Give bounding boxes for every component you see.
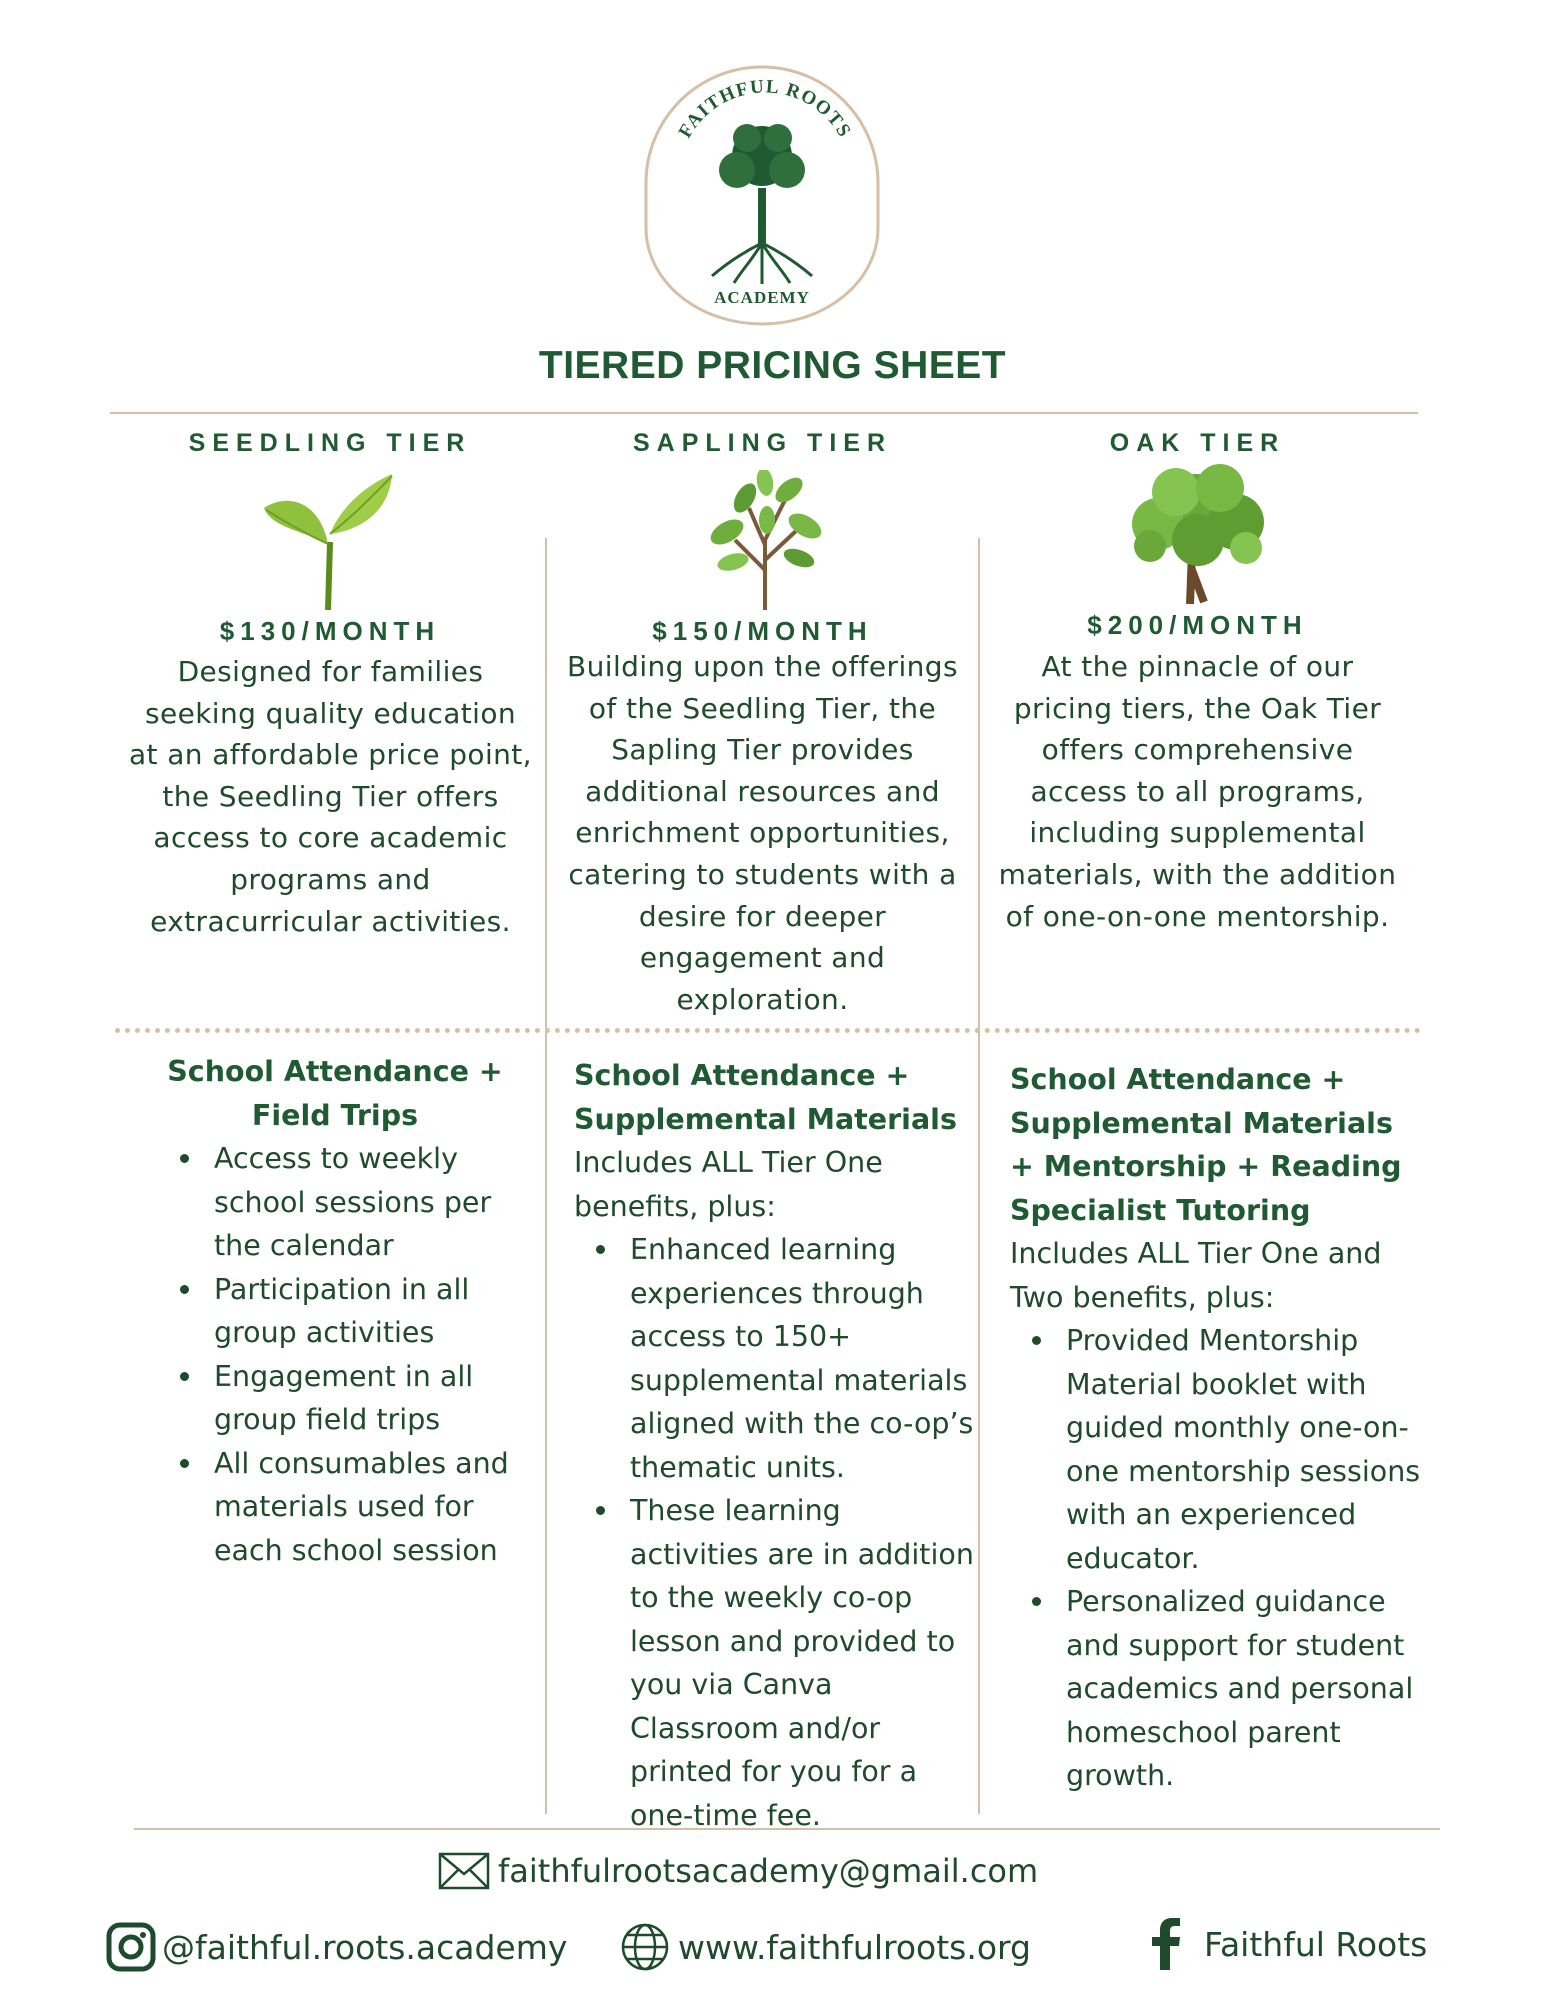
tier-description-oak: At the pinnacle of our pricing tiers, the Oak Tier offers comprehensive access to all programs, including supplemental materials, with the addition of one-on-one mentorship. — [998, 650, 1397, 933]
website-url: www.faithfulroots.org — [678, 1927, 1031, 1967]
column-divider-1 — [545, 538, 547, 1814]
tier-name-oak: OAK TIER — [1109, 429, 1286, 457]
tier-features-seedling — [140, 1050, 530, 1572]
page-title: TIERED PRICING SHEET — [538, 344, 1007, 387]
tier-name-seedling: SEEDLING TIER — [188, 429, 472, 457]
tier-price-seedling: $130/MONTH — [219, 616, 441, 646]
tier-description-sapling: Building upon the offerings of the Seedling Tier, the Sapling Tier provides additional resources and enrichment opportunities, catering to students with a desire for deeper engagement and exploration. — [567, 650, 958, 1016]
list-item: Engagement in all group field trips — [214, 1355, 530, 1442]
column-divider-2 — [978, 538, 980, 1814]
tier-features-oak — [1010, 1058, 1422, 1798]
tier-name-sapling: SAPLING TIER — [632, 429, 892, 457]
list-item: All consumables and materials used for each school session — [214, 1442, 530, 1573]
email-address: faithfulrootsacademy@gmail.com — [498, 1852, 1039, 1890]
tier-price-sapling: $150/MONTH — [652, 616, 873, 646]
features-title-seedling: School Attendance + Field Trips — [167, 1055, 503, 1132]
footer-website[interactable] — [620, 1922, 1031, 1972]
features-intro-oak: Includes ALL Tier One and Two benefits, plus: — [1010, 1237, 1382, 1314]
header-divider — [110, 412, 1418, 414]
tier-features-sapling — [574, 1054, 974, 1837]
tier-description-seedling: Designed for families seeking quality education at an affordable price point, the Seedling Tier offers access to core academic programs and extracurricular activities. — [129, 655, 532, 938]
list-item: Enhanced learning experiences through access to 150+ supplemental materials aligned with the co-op’s thematic units. — [630, 1228, 974, 1489]
list-item: Participation in all group activities — [214, 1268, 530, 1355]
list-item: Personalized guidance and support for student academics and personal homeschool parent growth. — [1066, 1580, 1422, 1798]
footer-facebook[interactable] — [1150, 1918, 1427, 1970]
facebook-page-name: Faithful Roots — [1204, 1924, 1428, 1964]
academy-logo — [642, 38, 882, 328]
list-item: Access to weekly school sessions per the calendar — [214, 1137, 530, 1268]
globe-icon — [620, 1922, 670, 1972]
features-list-sapling — [574, 1228, 974, 1837]
section-divider — [115, 1028, 1421, 1033]
instagram-handle: @faithful.roots.academy — [162, 1927, 568, 1967]
features-intro-sapling: Includes ALL Tier One benefits, plus: — [574, 1146, 883, 1223]
list-item: Provided Mentorship Material booklet with guided monthly one-on-one mentorship sessions with an experienced educator. — [1066, 1319, 1422, 1580]
features-title-oak: School Attendance + Supplemental Materials + Mentorship + Reading Specialist Tutoring — [1010, 1063, 1402, 1227]
logo-arc-text: FAITHFUL ROOTS — [674, 76, 856, 142]
logo-bottom-text: ACADEMY — [714, 288, 810, 307]
oak-tree-icon — [1128, 462, 1266, 604]
sapling-icon — [705, 470, 825, 610]
instagram-icon — [106, 1922, 156, 1972]
footer-instagram[interactable] — [106, 1922, 567, 1972]
features-list-oak — [1010, 1319, 1422, 1798]
facebook-icon — [1150, 1918, 1182, 1970]
tier-price-oak: $200/MONTH — [1087, 610, 1308, 640]
list-item: These learning activities are in addition to the weekly co-op lesson and provided to you via Canva Classroom and/or printed for you for a one-time fee. — [630, 1489, 974, 1837]
features-title-sapling: School Attendance + Supplemental Materials — [574, 1059, 957, 1136]
seedling-icon — [262, 472, 394, 610]
envelope-icon — [438, 1852, 490, 1890]
footer-email[interactable] — [438, 1852, 1038, 1890]
features-list-seedling — [140, 1137, 530, 1572]
